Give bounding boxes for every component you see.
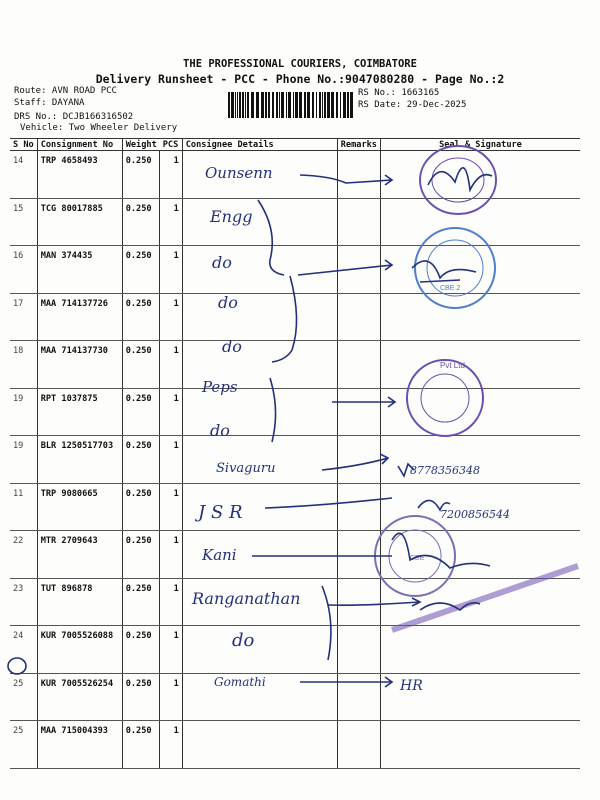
row-consignment-no: BLR 1250517703 <box>37 436 122 484</box>
row-remarks <box>337 293 380 341</box>
row-weight: 0.250 <box>122 721 160 769</box>
row-consignee-details <box>182 721 337 769</box>
row-consignment-no: TCG 80017885 <box>37 198 122 246</box>
rs-number: RS No.: 1663165 <box>358 88 440 98</box>
row-pcs: 1 <box>160 721 183 769</box>
row-consignee-details <box>182 673 337 721</box>
row-seal-signature <box>380 198 580 246</box>
handwritten-consignee-name: do <box>232 630 255 651</box>
col-consignee: Consignee Details <box>182 139 337 151</box>
runsheet-subtitle: Delivery Runsheet - PCC - Phone No.:9047080280 - Page No.:2 <box>95 72 505 86</box>
row-sno: 19 <box>10 436 37 484</box>
row-remarks <box>337 673 380 721</box>
row-consignee-details <box>182 293 337 341</box>
vehicle-label: Vehicle: Two Wheeler Delivery <box>20 123 178 133</box>
handwritten-phone-2: 7200856544 <box>440 508 510 521</box>
table-row <box>10 721 580 769</box>
table-row <box>10 246 580 294</box>
handwritten-consignee-name: Ounsenn <box>205 164 273 182</box>
row-sno: 14 <box>10 151 37 199</box>
row-consignment-no: TRP 9080665 <box>37 483 122 531</box>
stamp-3-text: Pvt Ltd <box>440 361 465 370</box>
row-consignee-details <box>182 626 337 674</box>
row-weight: 0.250 <box>122 531 160 579</box>
row-sno: 25 <box>10 721 37 769</box>
row-seal-signature <box>380 151 580 199</box>
handwritten-consignee-name: J S R <box>198 502 243 523</box>
row-consignee-details <box>182 578 337 626</box>
row-remarks <box>337 388 380 436</box>
row-weight: 0.250 <box>122 626 160 674</box>
stamp-2-text: CBE 2 <box>440 285 461 292</box>
row-remarks <box>337 626 380 674</box>
table-row <box>10 436 580 484</box>
row-weight: 0.250 <box>122 578 160 626</box>
row-seal-signature <box>380 721 580 769</box>
row-pcs: 1 <box>160 578 183 626</box>
row-pcs: 1 <box>160 293 183 341</box>
handwritten-consignee-name: do <box>218 293 238 312</box>
row-pcs: 1 <box>160 483 183 531</box>
row-pcs: 1 <box>160 388 183 436</box>
row-consignee-details <box>182 198 337 246</box>
row-sno: 17 <box>10 293 37 341</box>
row-remarks <box>337 436 380 484</box>
row-pcs: 1 <box>160 198 183 246</box>
row-sno: 18 <box>10 341 37 389</box>
row-remarks <box>337 721 380 769</box>
col-consignment: Consignment No <box>37 139 122 151</box>
row-consignment-no: TRP 4658493 <box>37 151 122 199</box>
row-pcs: 1 <box>160 673 183 721</box>
handwritten-consignee-name: Sivaguru <box>216 461 276 476</box>
row-weight: 0.250 <box>122 483 160 531</box>
row-seal-signature <box>380 436 580 484</box>
table-row <box>10 341 580 389</box>
col-seal-signature: Seal & Signature <box>380 139 580 151</box>
row-consignee-details <box>182 151 337 199</box>
row-weight: 0.250 <box>122 198 160 246</box>
row-seal-signature <box>380 483 580 531</box>
row-sno: 11 <box>10 483 37 531</box>
table-row <box>10 293 580 341</box>
stamp-4-text: CBE <box>410 555 425 562</box>
row-consignee-details <box>182 531 337 579</box>
row-remarks <box>337 483 380 531</box>
row-consignment-no: TUT 896878 <box>37 578 122 626</box>
handwritten-consignee-name: Gomathi <box>214 675 266 689</box>
row-pcs: 1 <box>160 436 183 484</box>
row-seal-signature <box>380 341 580 389</box>
row-remarks <box>337 246 380 294</box>
row-consignment-no: KUR 7005526254 <box>37 673 122 721</box>
row-pcs: 1 <box>160 246 183 294</box>
handwritten-phone-1: 8778356348 <box>410 464 480 477</box>
row-weight: 0.250 <box>122 436 160 484</box>
row-weight: 0.250 <box>122 246 160 294</box>
handwritten-consignee-name: do <box>210 421 230 440</box>
table-row <box>10 151 580 199</box>
row-seal-signature <box>380 388 580 436</box>
handwritten-consignee-name: Kani <box>202 546 237 564</box>
row-consignment-no: MAA 714137726 <box>37 293 122 341</box>
row-pcs: 1 <box>160 151 183 199</box>
row-seal-signature <box>380 246 580 294</box>
row-consignee-details <box>182 388 337 436</box>
table-row <box>10 483 580 531</box>
row-sno: 16 <box>10 246 37 294</box>
table-row <box>10 578 580 626</box>
company-title: THE PROFESSIONAL COURIERS, COIMBATORE <box>183 58 417 70</box>
row-pcs: 1 <box>160 341 183 389</box>
col-sno: S No <box>10 139 37 151</box>
table-row <box>10 626 580 674</box>
row-weight: 0.250 <box>122 341 160 389</box>
row-remarks <box>337 198 380 246</box>
row-seal-signature <box>380 578 580 626</box>
runsheet-table <box>10 138 580 769</box>
row-pcs: 1 <box>160 626 183 674</box>
col-remarks: Remarks <box>337 139 380 151</box>
row-consignee-details <box>182 341 337 389</box>
row-weight: 0.250 <box>122 293 160 341</box>
row-consignment-no: MAN 374435 <box>37 246 122 294</box>
row-consignment-no: KUR 7005526088 <box>37 626 122 674</box>
row-weight: 0.250 <box>122 673 160 721</box>
row-consignee-details <box>182 436 337 484</box>
row-seal-signature <box>380 531 580 579</box>
row-sno: 25 <box>10 673 37 721</box>
row-sno: 22 <box>10 531 37 579</box>
table-row <box>10 388 580 436</box>
row-consignee-details <box>182 483 337 531</box>
barcode-image <box>228 92 354 118</box>
col-weight: Weight <box>122 139 160 151</box>
table-row <box>10 673 580 721</box>
table-header-row <box>10 139 580 151</box>
row-consignment-no: RPT 1037875 <box>37 388 122 436</box>
row-seal-signature <box>380 626 580 674</box>
row-seal-signature <box>380 673 580 721</box>
row-sno: 19 <box>10 388 37 436</box>
route-label: Route: AVN ROAD PCC <box>14 86 117 96</box>
row-consignment-no: MTR 2709643 <box>37 531 122 579</box>
handwritten-initials: HR <box>400 678 423 694</box>
row-remarks <box>337 531 380 579</box>
row-sno: 15 <box>10 198 37 246</box>
row-weight: 0.250 <box>122 388 160 436</box>
row-remarks <box>337 578 380 626</box>
table-row <box>10 531 580 579</box>
row-consignment-no: MAA 714137730 <box>37 341 122 389</box>
row-remarks <box>337 151 380 199</box>
row-consignee-details <box>182 246 337 294</box>
table-row <box>10 198 580 246</box>
row-seal-signature <box>380 293 580 341</box>
drs-number: DRS No.: DCJB166316502 <box>14 112 134 122</box>
handwritten-consignee-name: Ranganathan <box>192 589 301 608</box>
col-pcs: PCS <box>160 139 183 151</box>
row-consignment-no: MAA 715004393 <box>37 721 122 769</box>
row-weight: 0.250 <box>122 151 160 199</box>
handwritten-consignee-name: do <box>222 337 242 356</box>
handwritten-consignee-name: Peps <box>202 378 238 396</box>
handwritten-consignee-name: do <box>212 253 232 272</box>
staff-label: Staff: DAYANA <box>14 98 85 108</box>
row-sno: 23 <box>10 578 37 626</box>
row-sno: 24 <box>10 626 37 674</box>
handwritten-consignee-name: Engg <box>210 207 253 226</box>
row-remarks <box>337 341 380 389</box>
rs-date: RS Date: 29-Dec-2025 <box>358 100 467 110</box>
row-pcs: 1 <box>160 531 183 579</box>
